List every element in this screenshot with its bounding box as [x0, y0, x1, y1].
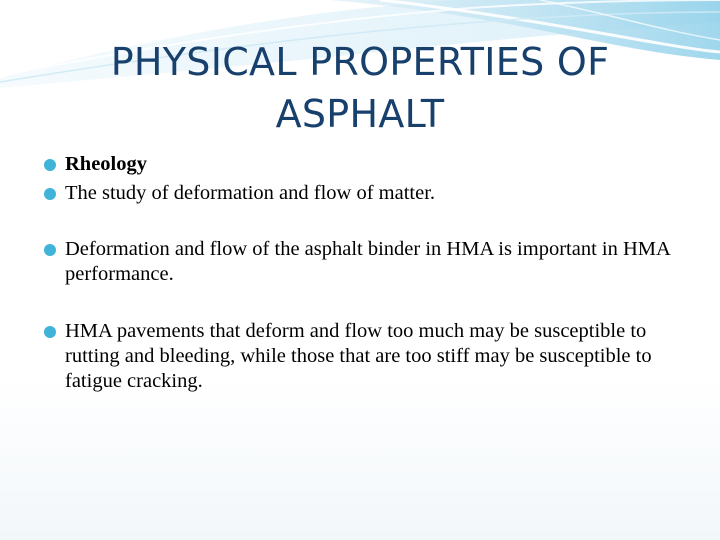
bullet-text: Rheology [65, 153, 147, 175]
bullet-item [44, 319, 694, 394]
bullet-text: HMA pavements that deform and flow too much may be susceptible to rutting and bleeding, while those that are too stiff may be susceptible to fatigue cracking. [65, 320, 652, 392]
bullet-item [44, 152, 694, 177]
slide-title: PHYSICAL PROPERTIES OF ASPHALT [110, 40, 610, 136]
bullet-dot-icon [44, 244, 56, 256]
bullet-text: The study of deformation and flow of matter. [65, 182, 436, 204]
bullet-dot-icon [44, 188, 56, 200]
bullet-text: Deformation and flow of the asphalt binder in HMA is important in HMA performance. [65, 238, 670, 285]
bullet-list [44, 152, 694, 394]
bullet-dot-icon [44, 326, 56, 338]
bullet-item [44, 237, 694, 287]
bullet-dot-icon [44, 159, 56, 171]
bullet-item [44, 181, 694, 206]
